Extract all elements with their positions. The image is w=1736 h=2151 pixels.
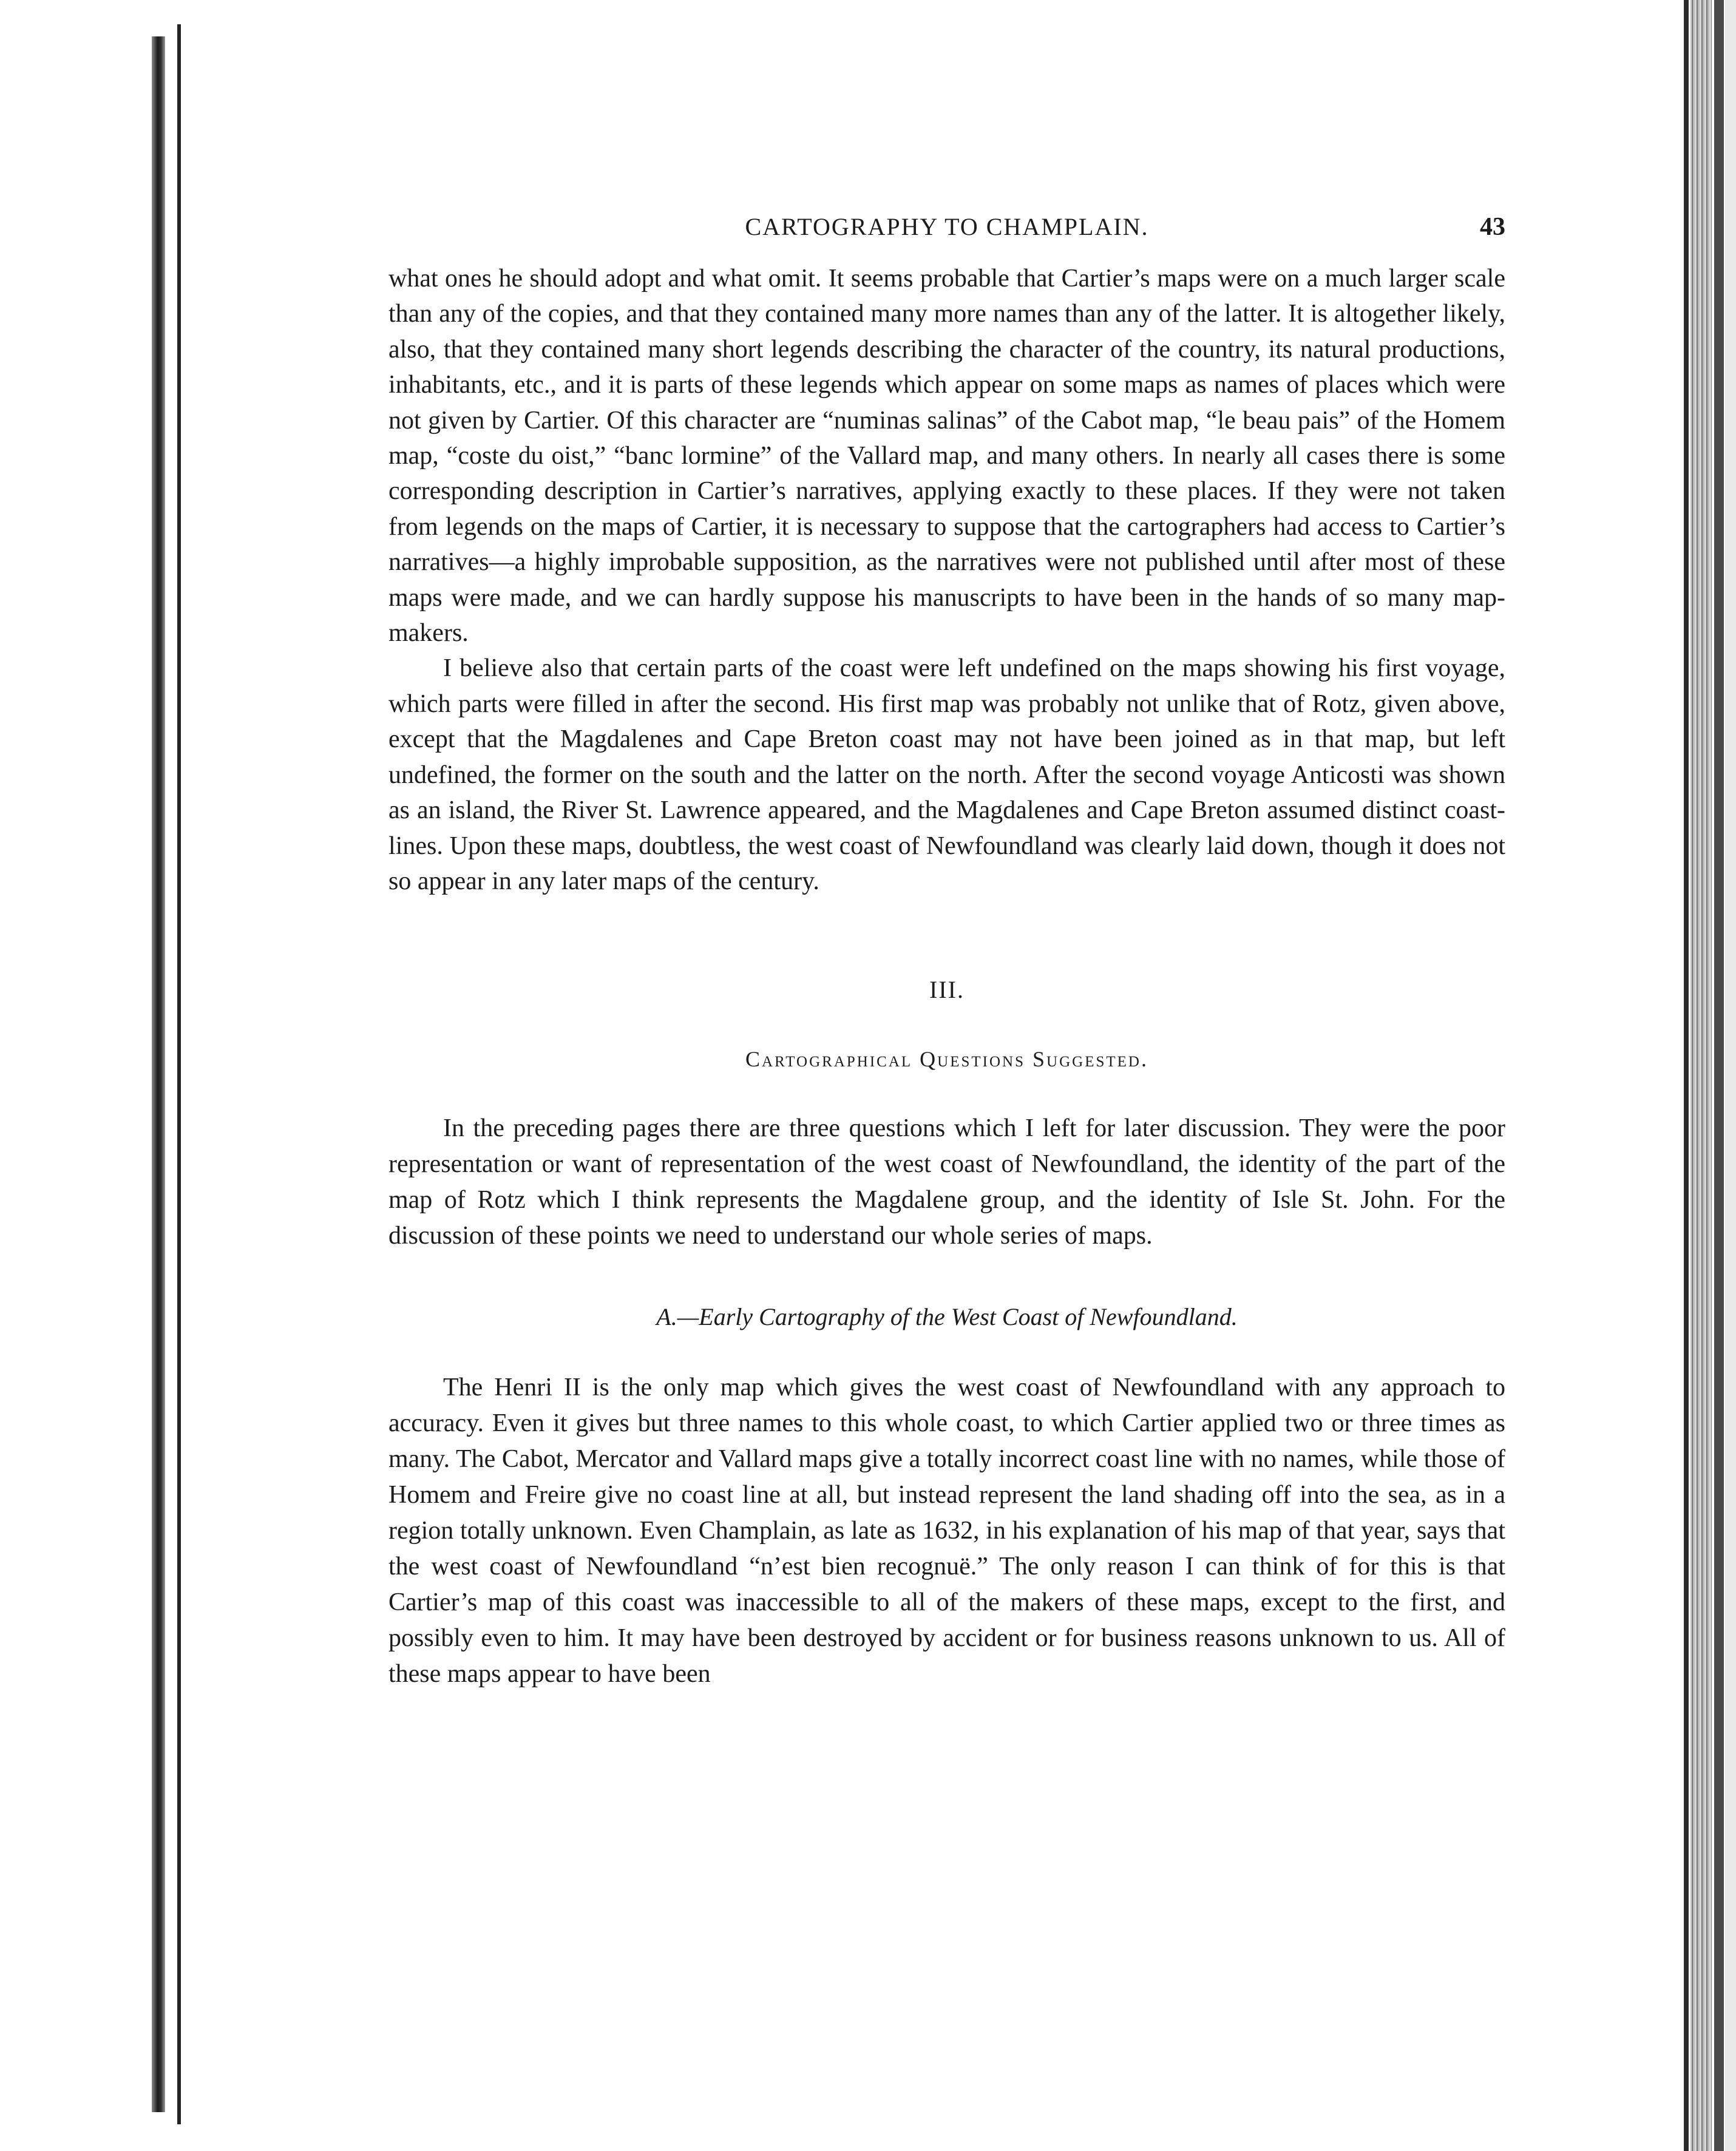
book-block-edge [1663,0,1736,2151]
binding-shadow [152,36,165,2112]
page-edge-stripe [1725,0,1736,2151]
running-head-title: CARTOGRAPHY TO CHAMPLAIN. [745,213,1149,240]
paragraph: I believe also that certain parts of the coast were left undefined on the maps showing his first voyage, which parts were filled in after the second. His first map was probably not unlike that of Rotz, given above, except that the Magdalenes and Cape Breton coast may not have been joined as in that map, but left undefined, the former on the south and the latter on the north. After the second voyage Anticosti was shown as an island, the River St. Lawrence appeared, and the Magdalenes and Cape Breton assumed distinct coast-lines. Upon these maps, doubtless, the west coast of Newfoundland was clearly laid down, though it does not so appear in any later maps of the century. [388,654,1505,895]
running-head [388,212,1505,261]
section-text [388,1111,1505,1254]
page-edge-stripe [1684,0,1689,2151]
paragraph: The Henri II is the only map which gives the west coast of Newfoundland with any approach to accuracy. Even it gives but three names to this whole coast, to which Cartier applied two or three times as many. The Cabot, Mercator and Vallard maps give a totally incorrect coast line with no names, while those of Homem and Freire give no coast line at all, but instead represent the land shading off into the sea, as in a region totally unknown. Even Champlain, as late as 1632, in his explanation of his map of that year, says that the west coast of Newfoundland “n’est bien recognuë.” The only reason I can think of for this is that Cartier’s map of this coast was inaccessible to all of the makers of these maps, except to the first, and possibly even to him. It may have been destroyed by accident or for business reasons unknown to us. All of these maps appear to have been [388,1374,1505,1689]
book-page [388,212,1505,1692]
binding-edge-line [177,24,181,2124]
section-number: III. [929,976,965,1004]
paragraph: In the preceding pages there are three questions which I left for later discussion. They were the poor representation or want of representation of the west coast of Newfoundland, the identity of the part of the map of Rotz which I think represents the Magdalene group, and the identity of Isle St. John. For the discussion of these points we need to understand our whole series of maps. [388,1114,1505,1250]
subsection-text [388,1370,1505,1692]
intro-text [388,261,1505,899]
page-edge-stripe [1714,0,1724,2151]
section-title: Cartographical Questions Suggested. [745,1047,1148,1072]
page-edge-stripe [1690,0,1712,2151]
subsection-heading: A.—Early Cartography of the West Coast of Newfoundland. [656,1303,1238,1331]
facing-page-edge [0,0,182,2151]
paragraph: what ones he should adopt and what omit. It seems probable that Cartier’s maps were on a much larger scale than any of the copies, and that they contained many more names than any of the latter. It is altogether likely, also, that they contained many short legends describing the character of the country, its natural productions, inhabitants, etc., and it is parts of these legends which appear on some maps as names of places which were not given by Cartier. Of this character are “numinas salinas” of the Cabot map, “le beau pais” of the Homem map, “coste du oist,” “banc lormine” of the Vallard map, and many others. In nearly all cases there is some corresponding description in Cartier’s narratives, applying exactly to these places. If they were not taken from legends on the maps of Cartier, it is necessary to suppose that the cartographers had access to Cartier’s narratives—a highly improbable supposition, as the narratives were not published until after most of these maps were made, and we can hardly suppose his manuscripts to have been in the hands of so many map-makers. [388,265,1505,648]
page-number: 43 [1480,213,1505,241]
